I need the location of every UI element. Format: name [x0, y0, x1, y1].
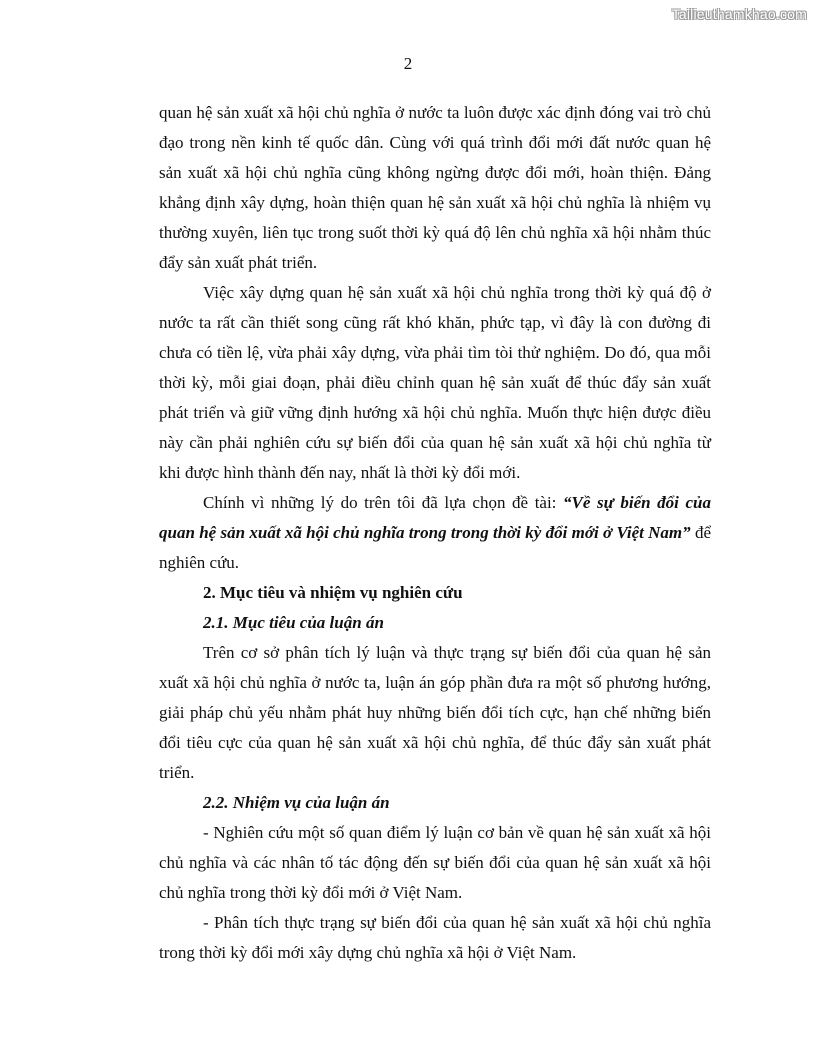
document-body — [159, 98, 711, 968]
paragraph-1: quan hệ sản xuất xã hội chủ nghĩa ở nước ta luôn được xác định đóng vai trò chủ đạo trong nền kinh tế quốc dân. Cùng với quá trình đổi mới đất nước quan hệ sản xuất xã hội chủ nghĩa cũng không ngừng được đổi mới, hoàn thiện. Đảng khẳng định xây dựng, hoàn thiện quan hệ sản xuất xã hội chủ nghĩa là nhiệm vụ thường xuyên, liên tục trong suốt thời kỳ quá độ lên chủ nghĩa xã hội nhằm thúc đẩy sản xuất phát triển. — [159, 103, 711, 272]
thesis-title: “Về sự biến đổi của quan hệ sản xuất xã hội chủ nghĩa trong trong thời kỳ đổi mới ở Việt Nam” — [159, 493, 711, 542]
paragraph-6: - Phân tích thực trạng sự biến đổi của quan hệ sản xuất xã hội chủ nghĩa trong thời kỳ đổi mới xây dựng chủ nghĩa xã hội ở Việt Nam. — [159, 913, 711, 962]
paragraph-2: Việc xây dựng quan hệ sản xuất xã hội chủ nghĩa trong thời kỳ quá độ ở nước ta rất cần thiết song cũng rất khó khăn, phức tạp, vì đây là con đường đi chưa có tiền lệ, vừa phải xây dựng, vừa phải tìm tòi thử nghiệm. Do đó, qua mỗi thời kỳ, mỗi giai đoạn, phải điều chỉnh quan hệ sản xuất để thúc đẩy sản xuất phát triển và giữ vững định hướng xã hội chủ nghĩa. Muốn thực hiện được điều này cần phải nghiên cứu sự biến đổi của quan hệ sản xuất xã hội chủ nghĩa từ khi được hình thành đến nay, nhất là thời kỳ đổi mới. — [159, 283, 711, 482]
page-number: 2 — [403, 54, 413, 73]
paragraph-4: Trên cơ sở phân tích lý luận và thực trạng sự biến đổi của quan hệ sản xuất xã hội chủ nghĩa ở nước ta, luận án góp phần đưa ra một số phương hướng, giải pháp chủ yếu nhằm phát huy những biến đổi tích cực, hạn chế những biến đổi tiêu cực của quan hệ sản xuất xã hội chủ nghĩa, để thúc đẩy sản xuất phát triển. — [159, 643, 711, 782]
subsection-heading-2-2: 2.2. Nhiệm vụ của luận án — [203, 793, 390, 812]
section-heading-2: 2. Mục tiêu và nhiệm vụ nghiên cứu — [203, 583, 463, 602]
paragraph-3-intro: Chính vì những lý do trên tôi đã lựa chọn đề tài: — [203, 493, 563, 512]
paragraph-5: - Nghiên cứu một số quan điểm lý luận cơ bản về quan hệ sản xuất xã hội chủ nghĩa và các nhân tố tác động đến sự biến đổi của quan hệ sản xuất xã hội chủ nghĩa trong thời kỳ đổi mới ở Việt Nam. — [159, 823, 711, 902]
watermark-text: Tailieuthamkhao.com — [671, 6, 807, 22]
paragraph-3 — [159, 488, 711, 578]
subsection-heading-2-1: 2.1. Mục tiêu của luận án — [203, 613, 384, 632]
paragraph-3-outro: để nghiên cứu. — [159, 523, 711, 572]
